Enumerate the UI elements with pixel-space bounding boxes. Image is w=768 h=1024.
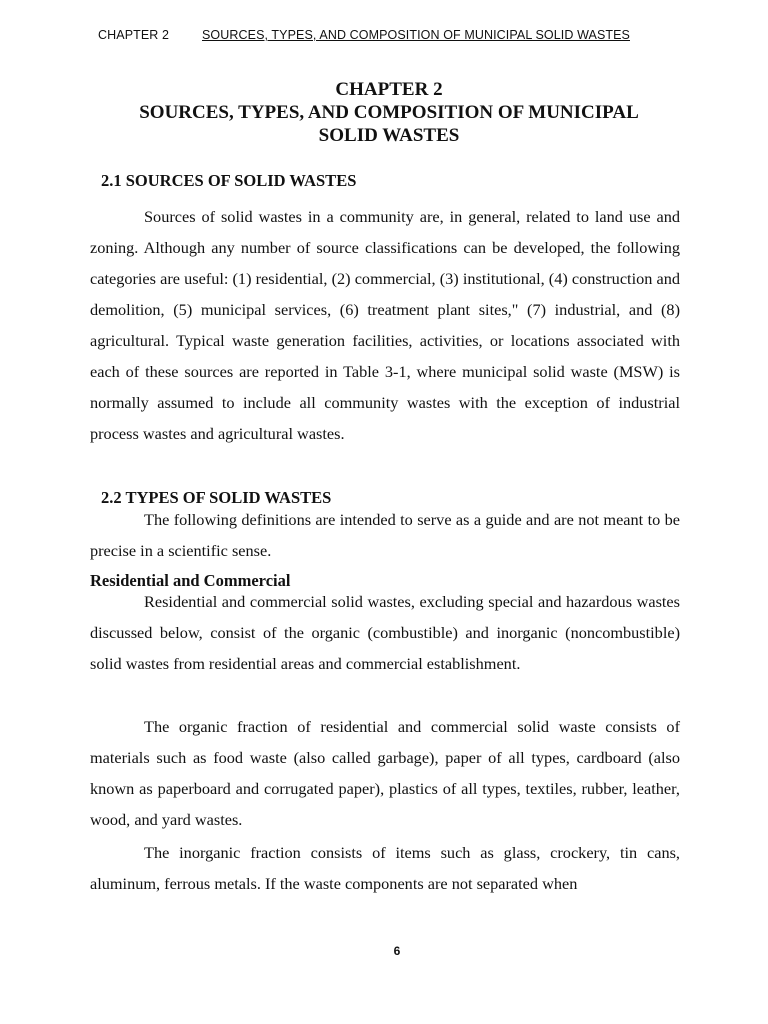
- section-2-2-paragraph: The following definitions are intended to serve as a guide and are not meant to be precise in a scientific sense.: [90, 510, 680, 560]
- residential-paragraph-3: The inorganic fraction consists of items such as glass, crockery, tin cans, aluminum, ferrous metals. If the waste components are not separated when: [90, 843, 680, 893]
- residential-commercial-heading: Residential and Commercial: [90, 571, 291, 590]
- chapter-title: [0, 78, 768, 147]
- header-title: SOURCES, TYPES, AND COMPOSITION OF MUNICIPAL SOLID WASTES: [202, 28, 630, 42]
- residential-paragraph-1: Residential and commercial solid wastes, excluding special and hazardous wastes discussed below, consist of the organic (combustible) and inorganic (noncombustible) solid wastes from residential areas and commercial establishment.: [90, 592, 680, 673]
- chapter-title-line-2: SOURCES, TYPES, AND COMPOSITION OF MUNICIPAL: [139, 102, 639, 123]
- chapter-title-line-1: CHAPTER 2: [335, 79, 443, 100]
- section-2-1-heading: 2.1 SOURCES OF SOLID WASTES: [101, 171, 357, 190]
- running-header: [98, 26, 674, 44]
- section-2-1-paragraph: Sources of solid wastes in a community are, in general, related to land use and zoning. Although any number of source classifications can be developed, the following categories are useful: (1) residential, (2) commercial, (3) institutional, (4) construction and demolition, (5) municipal services, (6) treatment plant sites," (7) industrial, and (8) agricultural. Typical waste generation facilities, activities, or locations associated with each of these sources are reported in Table 3-1, where municipal solid waste (MSW) is normally assumed to include all community wastes with the exception of industrial process wastes and agricultural wastes.: [90, 207, 680, 443]
- section-2-2-heading: 2.2 TYPES OF SOLID WASTES: [101, 488, 332, 507]
- header-chapter: CHAPTER 2: [98, 28, 170, 42]
- chapter-title-line-3: SOLID WASTES: [318, 125, 460, 146]
- page-number: 6: [393, 944, 401, 958]
- residential-paragraph-2: The organic fraction of residential and commercial solid waste consists of materials such as food waste (also called garbage), paper of all types, cardboard (also known as paperboard and corrugated paper), plastics of all types, textiles, rubber, leather, wood, and yard wastes.: [90, 717, 680, 829]
